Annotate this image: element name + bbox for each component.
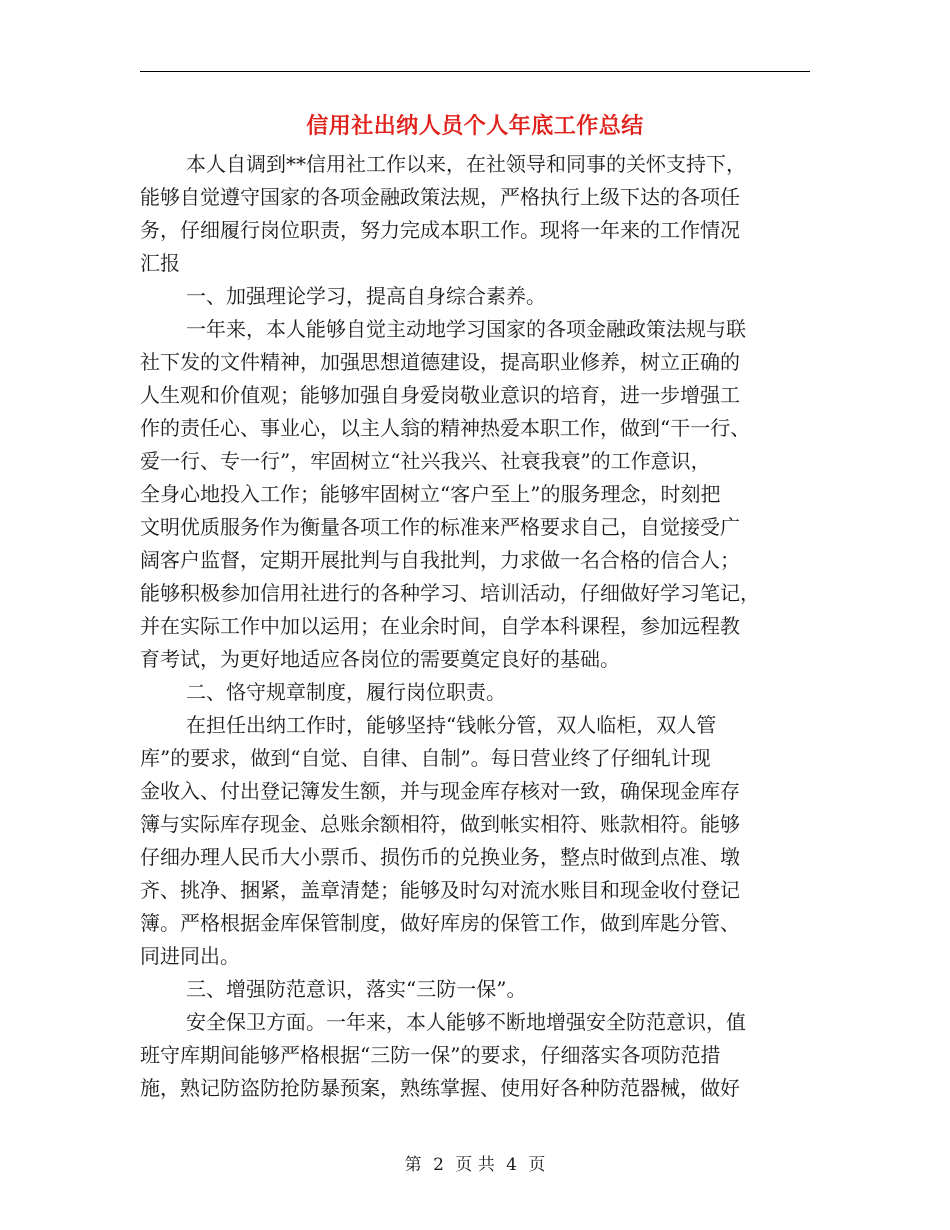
body-line: 社下发的文件精神，加强思想道德建设，提高职业修养，树立正确的 xyxy=(140,350,740,374)
footer-suffix: 页 xyxy=(528,1155,546,1175)
body-line: 簿。严格根据金库保管制度，做好库房的保管工作，做到库匙分管、 xyxy=(140,911,740,935)
body-line: 同进同出。 xyxy=(140,944,240,968)
body-line: 一、加强理论学习，提高自身综合素养。 xyxy=(186,284,546,308)
body-line: 并在实际工作中加以运用；在业余时间，自学本科课程，参加远程教 xyxy=(140,614,740,638)
body-line: 全身心地投入工作；能够牢固树立“客户至上”的服务理念，时刻把 xyxy=(140,482,721,506)
body-line: 库”的要求，做到“自觉、自律、自制”。每日营业终了仔细轧计现 xyxy=(140,746,711,770)
body-line: 人生观和价值观；能够加强自身爱岗敬业意识的培育，进一步增强工 xyxy=(140,383,740,407)
footer-prefix: 第 xyxy=(404,1155,422,1175)
body-line: 文明优质服务作为衡量各项工作的标准来严格要求自己，自觉接受广 xyxy=(140,515,740,539)
body-line: 育考试，为更好地适应各岗位的需要奠定良好的基础。 xyxy=(140,647,620,671)
body-line: 阔客户监督，定期开展批判与自我批判，力求做一名合格的信合人； xyxy=(140,548,740,572)
body-line: 一年来，本人能够自觉主动地学习国家的各项金融政策法规与联 xyxy=(186,317,746,341)
body-line: 施，熟记防盗防抢防暴预案，熟练掌握、使用好各种防范器械，做好 xyxy=(140,1076,740,1100)
body-line: 能够积极参加信用社进行的各种学习、培训活动，仔细做好学习笔记， xyxy=(140,581,760,605)
document-title: 信用社出纳人员个人年底工作总结 xyxy=(306,113,644,139)
body-line: 本人自调到**信用社工作以来，在社领导和同事的关怀支持下， xyxy=(186,152,746,176)
body-line: 金收入、付出登记簿发生额，并与现金库存核对一致，确保现金库存 xyxy=(140,779,740,803)
body-line: 齐、挑净、捆紧，盖章清楚；能够及时勾对流水账目和现金收付登记 xyxy=(140,878,740,902)
body-line: 班守库期间能够严格根据“三防一保”的要求，仔细落实各项防范措 xyxy=(140,1043,721,1067)
body-line: 爱一行、专一行”，牢固树立“社兴我兴、社衰我衰”的工作意识， xyxy=(140,449,711,473)
body-line: 安全保卫方面。一年来，本人能够不断地增强安全防范意识，值 xyxy=(186,1010,746,1034)
body-line: 簿与实际库存现金、总账余额相符，做到帐实相符、账款相符。能够 xyxy=(140,812,740,836)
document-body xyxy=(140,148,810,1105)
body-line: 三、增强防范意识，落实“三防一保”。 xyxy=(186,977,527,1001)
body-line: 在担任出纳工作时，能够坚持“钱帐分管，双人临柜，双人管 xyxy=(186,713,717,737)
body-line: 能够自觉遵守国家的各项金融政策法规，严格执行上级下达的各项任 xyxy=(140,185,740,209)
header-rule xyxy=(140,71,810,72)
page-footer xyxy=(140,1153,810,1177)
body-line: 汇报 xyxy=(140,251,180,275)
body-line: 仔细办理人民币大小票币、损伤币的兑换业务，整点时做到点准、墩 xyxy=(140,845,740,869)
footer-page-number: 2 xyxy=(433,1155,444,1175)
body-line: 作的责任心、事业心，以主人翁的精神热爱本职工作，做到“干一行、 xyxy=(140,416,751,440)
footer-mid: 页 共 xyxy=(455,1155,495,1175)
footer-total-pages: 4 xyxy=(506,1155,517,1175)
body-line: 务，仔细履行岗位职责，努力完成本职工作。现将一年来的工作情况 xyxy=(140,218,740,242)
body-line: 二、恪守规章制度，履行岗位职责。 xyxy=(186,680,506,704)
